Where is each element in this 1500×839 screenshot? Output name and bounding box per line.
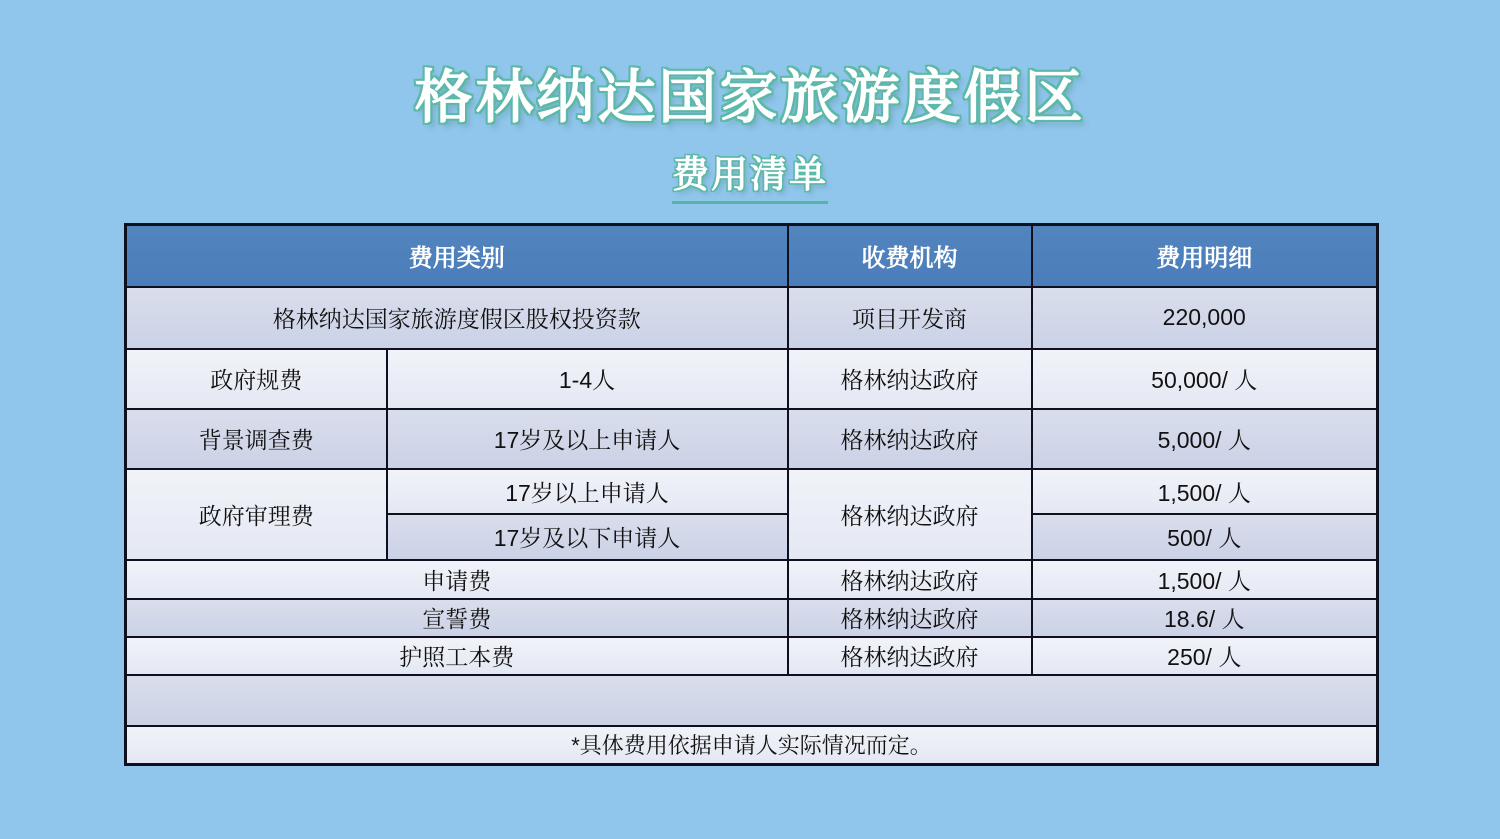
cell-fee-category: 宣誓费 (126, 599, 788, 637)
cell-fee-detail: 18.6/ 人 (1032, 599, 1378, 637)
table-row-processing-fee-over17 (126, 469, 1378, 514)
cell-agency: 格林纳达政府 (788, 637, 1032, 675)
cell-fee-category: 政府审理费 (126, 469, 387, 560)
cell-fee-detail: 1,500/ 人 (1032, 560, 1378, 599)
cell-fee-detail: 220,000 (1032, 287, 1378, 349)
column-header-agency: 收费机构 (788, 225, 1032, 287)
table-row-background-check-fee (126, 409, 1378, 469)
cell-agency: 格林纳达政府 (788, 599, 1032, 637)
table-row-empty (126, 675, 1378, 726)
footnote-text: *具体费用依据申请人实际情况而定。 (126, 726, 1378, 765)
cell-fee-subcategory: 1-4人 (387, 349, 788, 409)
cell-fee-category: 政府规费 (126, 349, 387, 409)
cell-agency: 格林纳达政府 (788, 560, 1032, 599)
cell-fee-detail: 250/ 人 (1032, 637, 1378, 675)
cell-agency: 项目开发商 (788, 287, 1032, 349)
page-title: 格林纳达国家旅游度假区 (414, 65, 1086, 130)
cell-empty (126, 675, 1378, 726)
cell-agency: 格林纳达政府 (788, 349, 1032, 409)
table-row-passport-fee (126, 637, 1378, 675)
column-header-fee-category: 费用类别 (126, 225, 788, 287)
cell-fee-detail: 50,000/ 人 (1032, 349, 1378, 409)
table-row-footnote (126, 726, 1378, 765)
page-subtitle (0, 144, 1500, 204)
page-subtitle-text: 费用清单 (672, 144, 828, 204)
table-row-government-fee (126, 349, 1378, 409)
table-row-application-fee (126, 560, 1378, 599)
column-header-fee-detail: 费用明细 (1032, 225, 1378, 287)
table-row-oath-fee (126, 599, 1378, 637)
cell-fee-subcategory: 17岁及以下申请人 (387, 514, 788, 560)
cell-fee-category: 护照工本费 (126, 637, 788, 675)
cell-fee-subcategory: 17岁及以上申请人 (387, 409, 788, 469)
cell-fee-category: 申请费 (126, 560, 788, 599)
cell-fee-category: 背景调查费 (126, 409, 387, 469)
table-row-equity-investment (126, 287, 1378, 349)
cell-fee-subcategory: 17岁以上申请人 (387, 469, 788, 514)
table-header-row (126, 225, 1378, 287)
fee-table (124, 223, 1379, 766)
cell-fee-detail: 500/ 人 (1032, 514, 1378, 560)
cell-fee-detail: 1,500/ 人 (1032, 469, 1378, 514)
cell-agency: 格林纳达政府 (788, 409, 1032, 469)
cell-fee-category: 格林纳达国家旅游度假区股权投资款 (126, 287, 788, 349)
cell-fee-detail: 5,000/ 人 (1032, 409, 1378, 469)
cell-agency: 格林纳达政府 (788, 469, 1032, 560)
